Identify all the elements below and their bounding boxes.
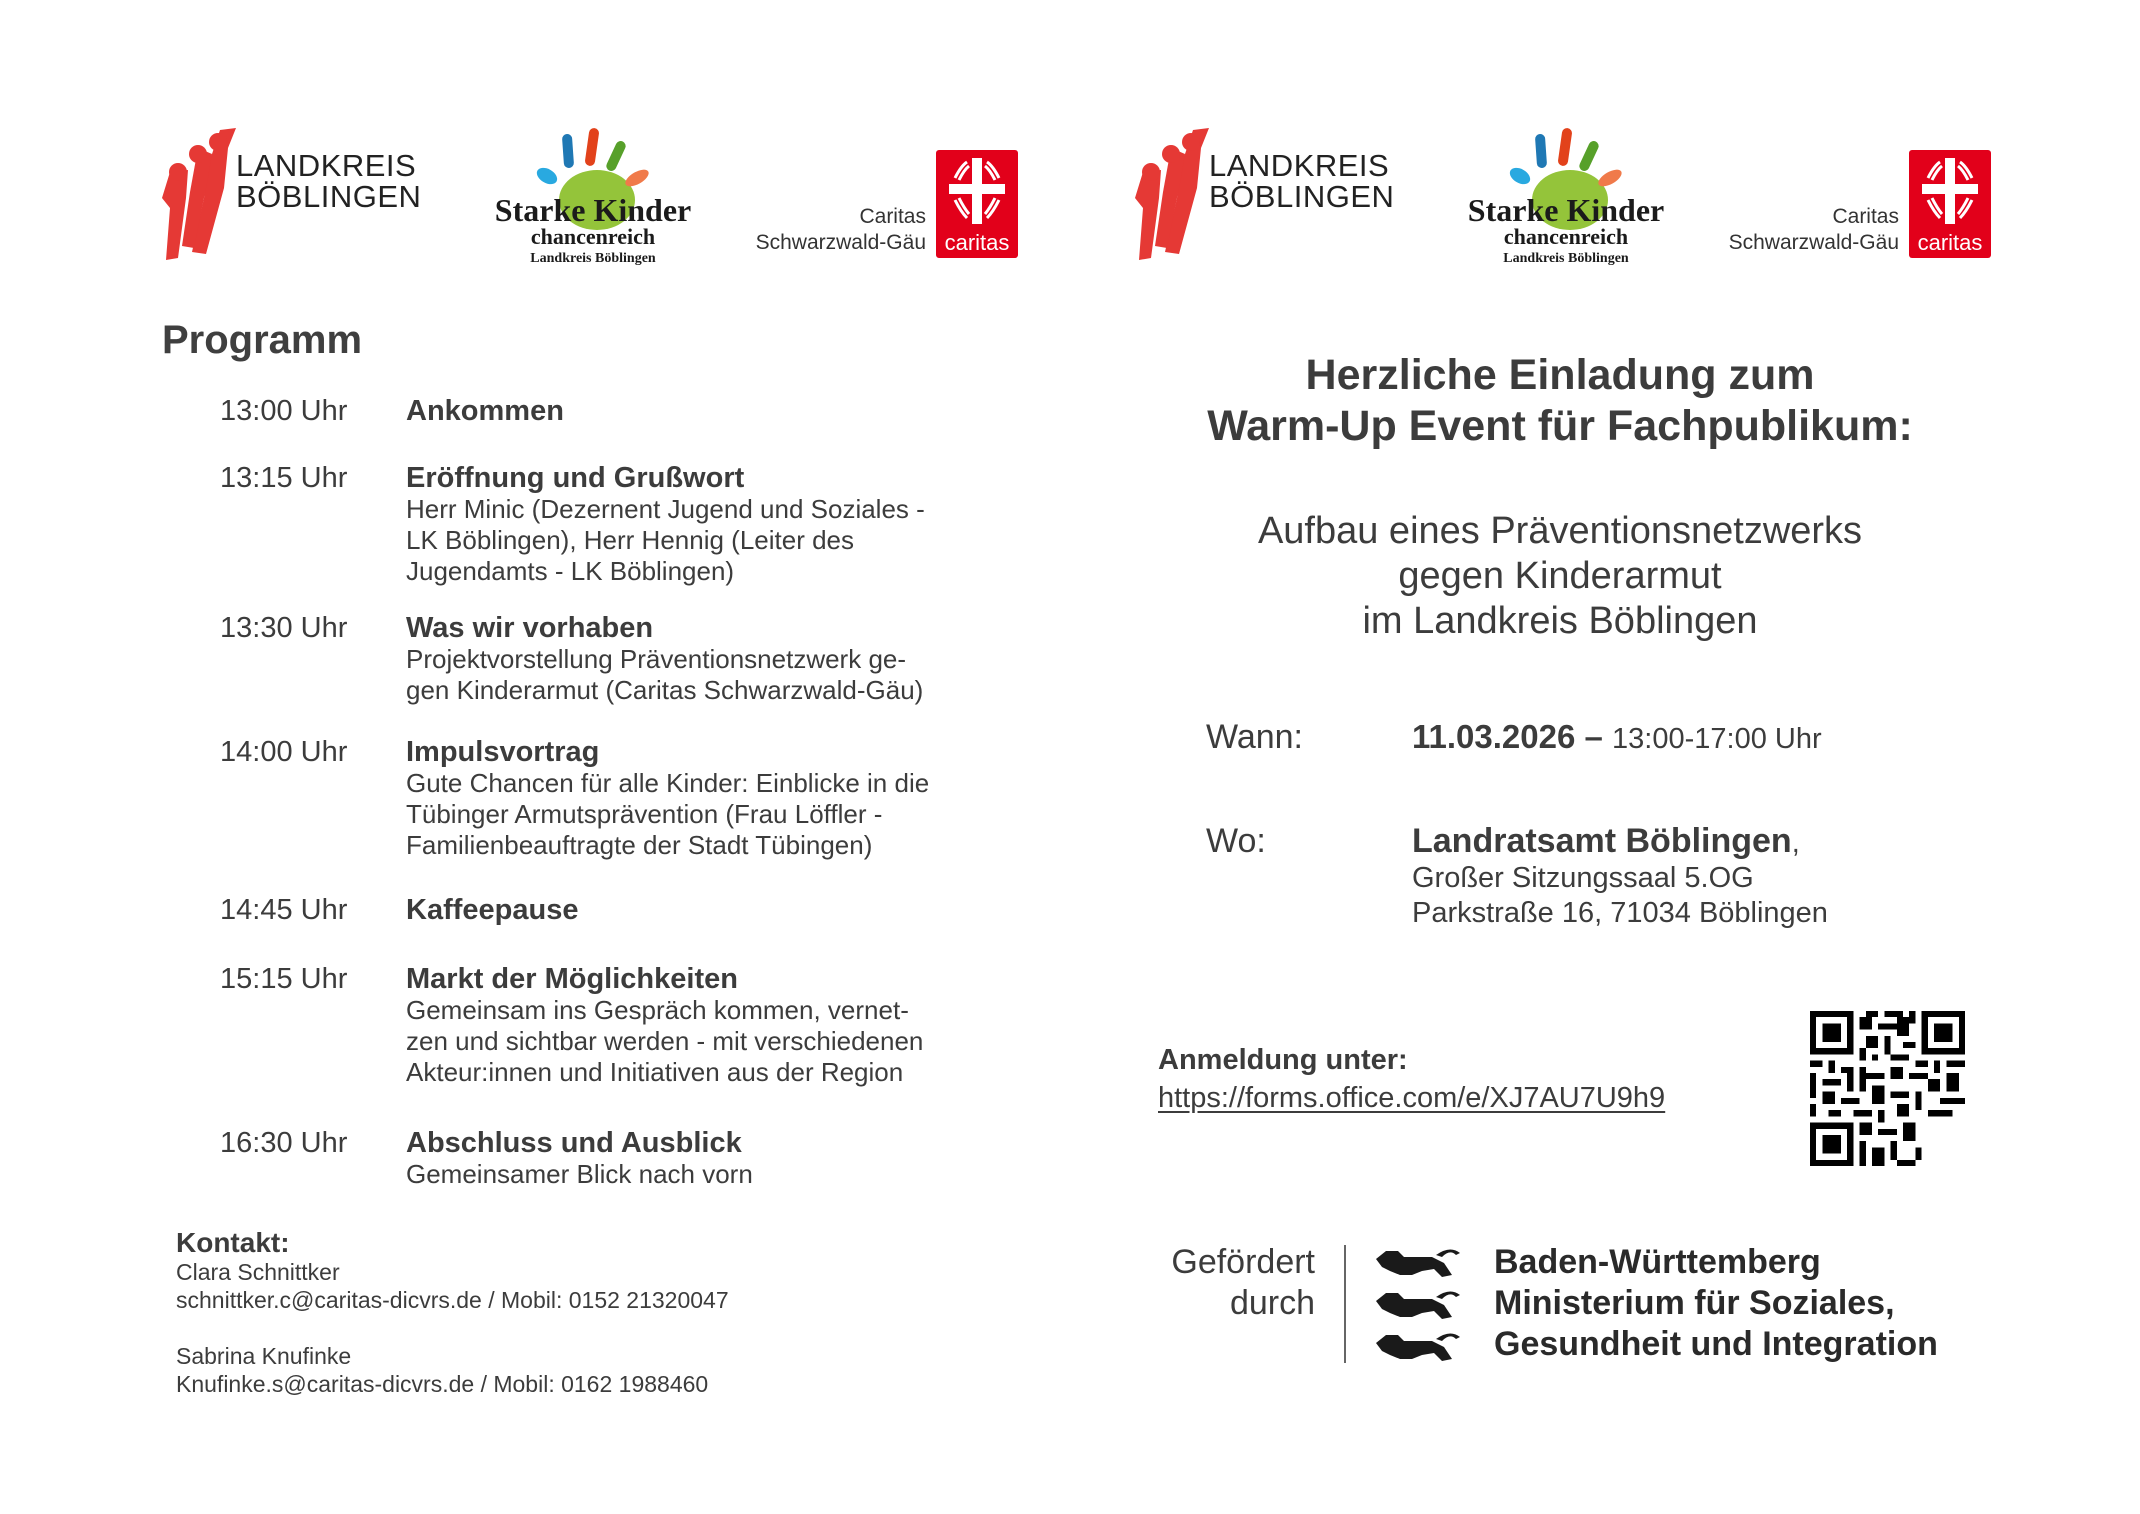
- program-item-description: Gute Chancen für alle Kinder: Einblicke in die Tübinger Armutsprävention (Frau Löffler - Familienbeauftragte der Stadt Tübingen): [406, 768, 930, 860]
- qr-code-icon[interactable]: [1810, 1011, 1965, 1166]
- caritas-flame-cross-icon: [1920, 156, 1980, 226]
- event-date: 11.03.2026: [1412, 718, 1576, 755]
- program-title: Programm: [162, 318, 363, 362]
- caritas-line1: Caritas: [1832, 205, 1899, 228]
- program-item-time: 15:15 Uhr: [220, 963, 348, 995]
- venue-address: Parkstraße 16, 71034 Böblingen: [1412, 897, 1828, 929]
- ministry-line2: Ministerium für Soziales,: [1494, 1284, 1895, 1322]
- program-item-time: 14:45 Uhr: [220, 894, 348, 926]
- starke-kinder-region: Landkreis Böblingen: [1503, 251, 1629, 266]
- caritas-line2: Schwarzwald-Gäu: [1728, 231, 1899, 254]
- program-item-time: 14:00 Uhr: [220, 736, 348, 768]
- caritas-flame-cross-icon: [947, 156, 1007, 226]
- program-item-description: Projektvorstellung Präventionsnetzwerk ge- gen Kinderarmut (Caritas Schwarzwald-Gäu): [406, 644, 924, 705]
- invitation-title-line2: Warm-Up Event für Fachpublikum:: [1207, 402, 1913, 450]
- contact-section: [176, 1228, 729, 1398]
- program-item-time: 13:15 Uhr: [220, 462, 348, 494]
- program-item-title: Ankommen: [406, 395, 564, 427]
- program-item-title: Eröffnung und Grußwort: [406, 462, 745, 494]
- when-label: Wann:: [1206, 718, 1304, 756]
- landkreis-figures-icon: [1131, 128, 1211, 268]
- program-item-title: Markt der Möglichkeiten: [406, 963, 738, 995]
- program-item-time: 13:30 Uhr: [220, 612, 348, 644]
- program-item-title: Impulsvortrag: [406, 736, 600, 768]
- funded-by-label: [1145, 1242, 1315, 1324]
- starke-kinder-logo: [478, 128, 708, 278]
- registration-label: Anmeldung unter:: [1158, 1044, 1408, 1076]
- when-value: [1412, 718, 1822, 756]
- invitation-subtitle-line1: Aufbau eines Präventionsnetzwerks: [1257, 510, 1863, 552]
- starke-kinder-subtitle: chancenreich: [1503, 224, 1629, 249]
- landkreis-line1: LANDKREIS: [1209, 148, 1390, 183]
- program-item-title: Kaffeepause: [406, 894, 579, 926]
- starke-kinder-region: Landkreis Böblingen: [530, 251, 656, 266]
- logo-group-right: [1131, 128, 2011, 278]
- program-item-description: Gemeinsamer Blick nach vorn: [406, 1159, 753, 1189]
- contact-name: Sabrina Knufinke: [176, 1343, 352, 1369]
- where-label: Wo:: [1206, 822, 1266, 860]
- starke-kinder-title: Starke Kinder: [494, 192, 692, 228]
- landkreis-boeblingen-logo: [1131, 128, 1395, 268]
- invitation-subtitle: [1100, 509, 2020, 644]
- baden-wuerttemberg-lions-icon: [1372, 1245, 1462, 1367]
- starke-kinder-subtitle: chancenreich: [530, 224, 656, 249]
- funded-line1: Gefördert: [1171, 1243, 1315, 1281]
- program-item-time: 13:00 Uhr: [220, 395, 348, 427]
- ministry-line3: Gesundheit und Integration: [1494, 1325, 1938, 1363]
- program-item-description: Herr Minic (Dezernent Jugend und Soziales - LK Böblingen), Herr Hennig (Leiter des Jugendamts - LK Böblingen): [406, 494, 925, 586]
- landkreis-line2: BÖBLINGEN: [1209, 179, 1395, 214]
- caritas-logo: [1711, 150, 1991, 260]
- funded-line2: durch: [1229, 1284, 1315, 1322]
- registration-link[interactable]: https://forms.office.com/e/XJ7AU7U9h9: [1158, 1082, 1666, 1114]
- program-item-title: Was wir vorhaben: [406, 612, 654, 644]
- landkreis-boeblingen-logo: [158, 128, 422, 268]
- logo-group-left: [158, 128, 1038, 278]
- venue-room: Großer Sitzungssaal 5.OG: [1412, 862, 1754, 894]
- contact-details[interactable]: Knufinke.s@caritas-dicvrs.de / Mobil: 0162 1988460: [176, 1371, 709, 1397]
- contact-details[interactable]: schnittker.c@caritas-dicvrs.de / Mobil: 0152 21320047: [176, 1287, 729, 1313]
- program-item-time: 16:30 Uhr: [220, 1127, 348, 1159]
- contact-title: Kontakt:: [176, 1227, 290, 1258]
- invitation-title: [1100, 350, 2020, 452]
- caritas-line2: Schwarzwald-Gäu: [755, 231, 926, 254]
- invitation-subtitle-line2: gegen Kinderarmut: [1398, 555, 1722, 597]
- venue-name-suffix: ,: [1791, 827, 1800, 859]
- event-time: 13:00-17:00 Uhr: [1612, 723, 1822, 755]
- landkreis-line2: BÖBLINGEN: [236, 179, 422, 214]
- contact-name: Clara Schnittker: [176, 1259, 340, 1285]
- funding-divider: [1344, 1245, 1346, 1363]
- caritas-badge-label: caritas: [944, 230, 1010, 255]
- ministry-line1: Baden-Württemberg: [1494, 1243, 1821, 1281]
- landkreis-line1: LANDKREIS: [236, 148, 417, 183]
- program-item-title: Abschluss und Ausblick: [406, 1127, 742, 1159]
- venue-name: Landratsamt Böblingen: [1412, 822, 1792, 860]
- invitation-title-line1: Herzliche Einladung zum: [1305, 351, 1815, 399]
- ministry-name: [1494, 1242, 1938, 1365]
- where-value: [1412, 822, 1828, 931]
- starke-kinder-title: Starke Kinder: [1467, 192, 1665, 228]
- caritas-badge: [936, 150, 1018, 258]
- caritas-badge: [1909, 150, 1991, 258]
- program-item-description: Gemeinsam ins Gespräch kommen, vernet- zen und sichtbar werden - mit verschiedenen Akteur:innen und Initiativen aus der Region: [406, 995, 924, 1087]
- starke-kinder-logo: [1451, 128, 1681, 278]
- caritas-badge-label: caritas: [1917, 230, 1983, 255]
- invitation-subtitle-line3: im Landkreis Böblingen: [1362, 600, 1758, 642]
- date-separator: –: [1575, 718, 1613, 755]
- caritas-logo: [738, 150, 1018, 260]
- caritas-line1: Caritas: [859, 205, 926, 228]
- invitation-block: [1100, 350, 2020, 644]
- landkreis-figures-icon: [158, 128, 238, 268]
